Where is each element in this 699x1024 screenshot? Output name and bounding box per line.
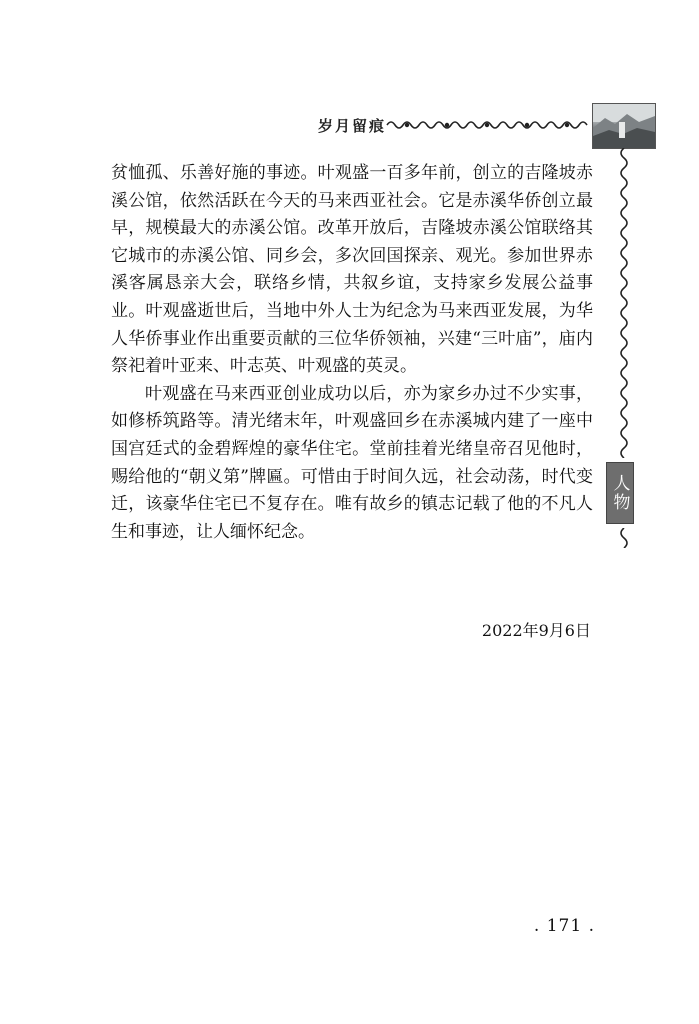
article-body — [111, 160, 593, 546]
paragraph: 叶观盛在马来西亚创业成功以后，亦为家乡办过不少实事，如修桥筑路等。清光绪末年，叶观盛回乡在赤溪城内建了一座中国宫廷式的金碧辉煌的豪华住宅。堂前挂着光绪皇帝召见他时，赐给他的“朝义第”牌匾。可惜由于时间久远，社会动荡，时代变迁，该豪华住宅已不复存在。唯有故乡的镇志记载了他的不凡人生和事迹，让人缅怀纪念。 — [111, 383, 593, 542]
section-title: 岁月留痕 — [318, 116, 387, 135]
page-number: . 171 . — [533, 916, 595, 936]
running-header — [318, 112, 386, 138]
article-date: 2022年9月6日 — [481, 621, 591, 640]
chapter-side-tab: 人物 — [606, 462, 634, 524]
paragraph: 贫恤孤、乐善好施的事迹。叶观盛一百多年前，创立的吉隆坡赤溪公馆，依然活跃在今天的马来西亚社会。它是赤溪华侨创立最早，规模最大的赤溪公馆。改革开放后，吉隆坡赤溪公馆联络其它城市的赤溪公馆、同乡会，多次回国探亲、观光。参加世界赤溪客属恳亲大会，联络乡情，共叙乡谊，支持家乡发展公益事业。叶观盛逝世后，当地中外人士为纪念为马来西亚发展，为华人华侨事业作出重要贡献的三位华侨领袖，兴建“三叶庙”，庙内祭祀着叶亚来、叶志英、叶观盛的英灵。 — [111, 163, 593, 377]
vertical-ornament-end-icon — [617, 528, 631, 548]
scroll-ornament-icon — [385, 118, 591, 132]
header-landscape-thumbnail — [592, 103, 656, 149]
vertical-ornament-icon — [617, 148, 631, 458]
